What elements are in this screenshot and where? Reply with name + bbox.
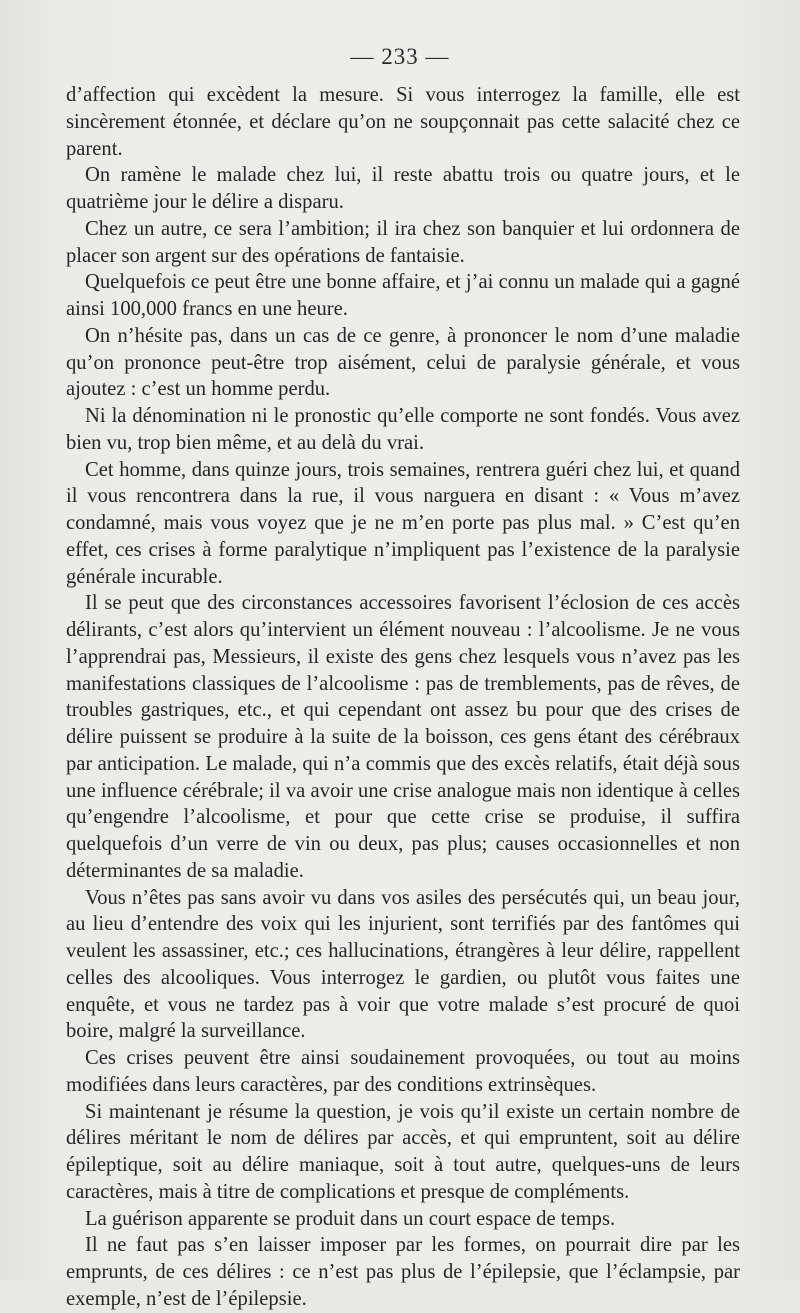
paragraph-7: Cet homme, dans quinze jours, trois semaines, rentrera guéri chez lui, et quand il vous rencontrera dans la rue, il vous narguera en disant : « Vous m’avez condamné, mais vous voyez que je ne m’en porte pas plus mal. » C’est qu’en effet, ces crises à forme paralytique n’impliquent pas l’existence de la paralysie générale incurable. [66, 458, 740, 588]
page-body [66, 82, 740, 1313]
paragraph-9: Vous n’êtes pas sans avoir vu dans vos asiles des persécutés qui, un beau jour, au lieu d’entendre des voix qui les injurient, sont terrifiés par des fantômes qui veulent les assassiner, etc.; ces hallucinations, étrangères à leur délire, rappellent celles des alcooliques. Vous interrogez le gardien, ou plutôt vous faites une enquête, et vous ne tardez pas à voir que votre malade s’est procuré de quoi boire, malgré la surveillance. [66, 886, 740, 1043]
page-number: — 233 — [350, 44, 450, 69]
paragraph-3: Chez un autre, ce sera l’ambition; il ira chez son banquier et lui ordonnera de placer son argent sur des opérations de fantaisie. [66, 217, 740, 267]
paragraph-8: Il se peut que des circonstances accessoires favorisent l’éclosion de ces accès délirants, c’est alors qu’intervient un élément nouveau : l’alcoolisme. Je ne vous l’apprendrai pas, Messieurs, il existe des gens chez lesquels vous n’avez pas les manifestations classiques de l’alcoolisme : pas de tremblements, pas de rêves, de troubles gastriques, etc., et qui cependant ont assez bu pour que des crises de délire puissent se produire à la suite de la boisson, ces gens étant des cérébraux par anticipation. Le malade, qui n’a commis que des excès relatifs, était déjà sous une influence cérébrale; il va avoir une crise analogue mais non identique à celles qu’engendre l’alcoolisme, et pour que cette crise se produise, il suffira quelquefois d’un verre de vin ou deux, pas plus; causes occasionnelles et non déterminantes de sa maladie. [66, 592, 740, 882]
paragraph-5: On n’hésite pas, dans un cas de ce genre, à prononcer le nom d’une maladie qu’on prononce peut-être trop aisément, celui de paralysie générale, et vous ajoutez : c’est un homme perdu. [66, 324, 740, 401]
paragraph-2: On ramène le malade chez lui, il reste abattu trois ou quatre jours, et le quatrième jour le délire a disparu. [66, 164, 740, 213]
paragraph-4: Quelquefois ce peut être une bonne affaire, et j’ai connu un malade qui a gagné ainsi 100,000 francs en une heure. [66, 271, 740, 320]
paragraph-1: d’affection qui excèdent la mesure. Si vous interrogez la famille, elle est sincèrement étonnée, et déclare qu’on ne soupçonnait pas cette salacité chez ce parent. [66, 84, 740, 160]
paragraph-6: Ni la dénomination ni le pronostic qu’elle comporte ne sont fondés. Vous avez bien vu, trop bien même, et au delà du vrai. [66, 405, 740, 454]
paragraph-11: Si maintenant je résume la question, je vois qu’il existe un certain nombre de délires méritant le nom de délires par accès, et qui empruntent, soit au délire épileptique, soit au délire maniaque, soit à tout autre, quelques-uns de leurs caractères, mais à titre de complications et presque de compléments. [66, 1100, 740, 1203]
paragraph-12: La guérison apparente se produit dans un court espace de temps. [85, 1207, 616, 1230]
paragraph-10: Ces crises peuvent être ainsi soudainement provoquées, ou tout au moins modifiées dans leurs caractères, par des conditions extrinsèques. [66, 1047, 740, 1096]
paragraph-13: Il ne faut pas s’en laisser imposer par les formes, on pourrait dire par les emprunts, de ces délires : ce n’est pas plus de l’épilepsie, que l’éclampsie, par exemple, n’est de l’épilepsie. [66, 1234, 740, 1310]
